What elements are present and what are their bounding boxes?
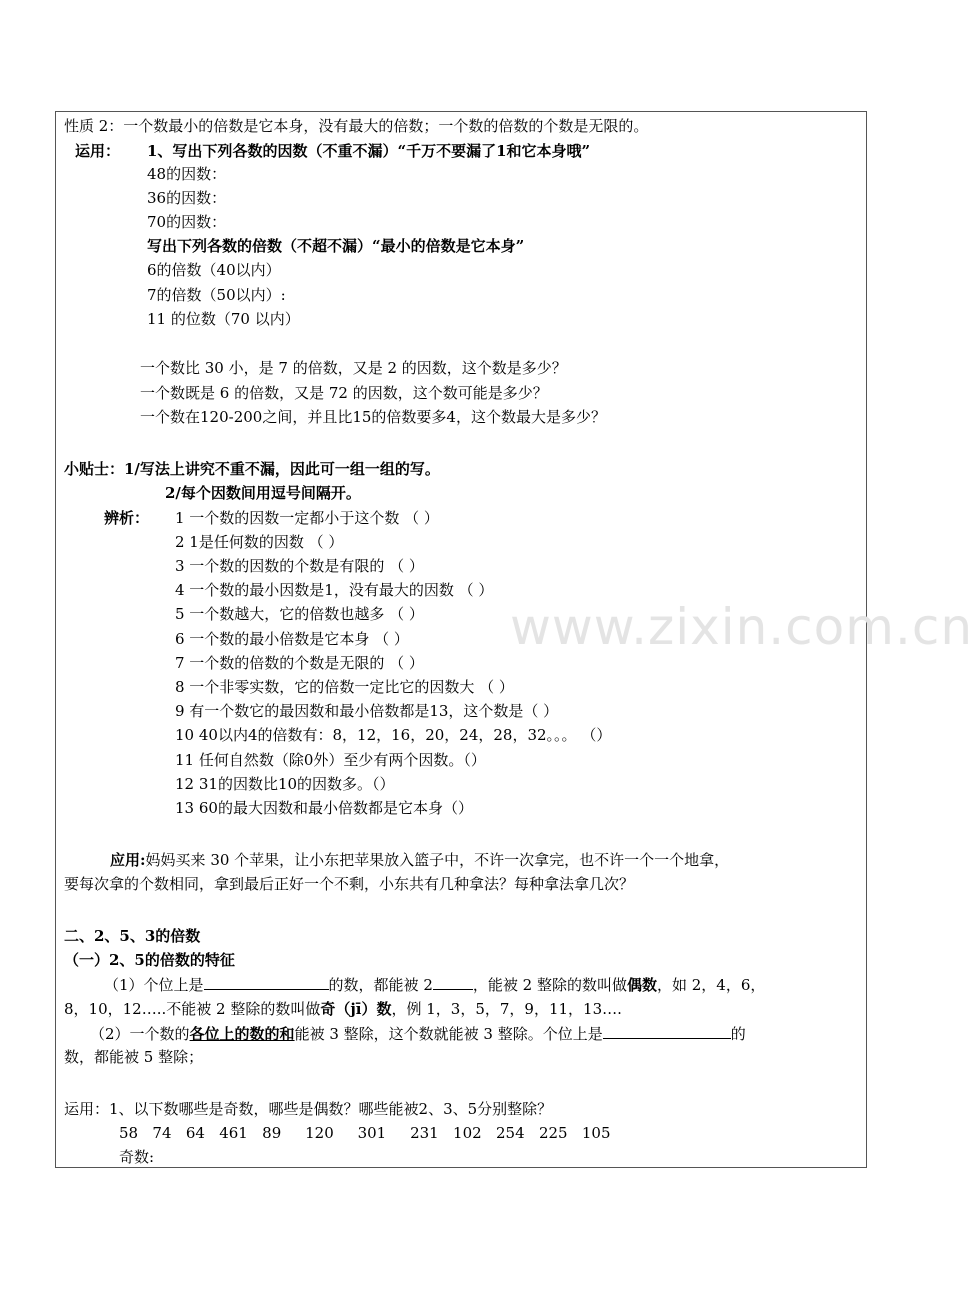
tip-line-1: 小贴士：1/写法上讲究不重不漏，因此可一组一组的写。 <box>64 460 440 478</box>
rule-3-text-a: （2）一个数的 <box>90 1025 190 1043</box>
digit-sum-term: 各位上的数的和 <box>189 1025 295 1043</box>
multiples-of-7: 7的倍数（50以内）: <box>147 286 286 304</box>
judge-item: 4 一个数的最小因数是1，没有最大的因数 （ ） <box>175 581 494 599</box>
judge-item: 10 40以内4的倍数有：8，12，16，20，24，28，32。。。 （） <box>175 726 612 744</box>
judge-item: 2 1是任何数的因数 （ ） <box>175 533 344 551</box>
rule-line-2 <box>64 998 622 1020</box>
judge-item: 12 31的因数比10的因数多。（） <box>175 775 395 793</box>
rule-2-text-c: ，例 1，3，5，7，9，11，13…. <box>391 1000 622 1018</box>
judge-item: 5 一个数越大，它的倍数也越多 （ ） <box>175 605 424 623</box>
number-item: 461 <box>219 1124 248 1142</box>
part2-subtitle: （一）2、5的倍数的特征 <box>64 951 235 969</box>
application-label: 应用: <box>110 851 146 869</box>
even-number-term: 偶数 <box>626 976 657 994</box>
rule-line-4: 数，都能被 5 整除； <box>64 1048 204 1066</box>
word-problem-3: 一个数在120-200之间，并且比15的倍数要多4，这个数最大是多少？ <box>140 408 606 426</box>
multiples-of-6: 6的倍数（40以内） <box>147 261 281 279</box>
part2-title: 二、2、5、3的倍数 <box>64 927 201 945</box>
application-line-1 <box>110 849 729 871</box>
number-item: 102 <box>453 1124 482 1142</box>
rule-3-text-c: 能被 3 整除，这个数就能被 3 整除。个位上是 <box>294 1025 603 1043</box>
number-item: 254 <box>495 1124 525 1142</box>
application-line-2: 要每次拿的个数相同，拿到最后正好一个不剩，小东共有几种拿法？每种拿法拿几次？ <box>64 875 635 893</box>
rule-2-text-a: 8，10，12…..不能被 2 整除的数叫做 <box>64 1000 321 1018</box>
number-item: 58 <box>119 1124 139 1142</box>
judge-item: 7 一个数的倍数的个数是无限的 （ ） <box>175 654 424 672</box>
multiple-question-title: 写出下列各数的倍数（不超不漏）“最小的倍数是它本身” <box>147 237 525 255</box>
rule-1-text-a: （1）个位上是 <box>104 976 204 994</box>
judge-item: 1 一个数的因数一定都小于这个数 （ ） <box>175 509 439 527</box>
odd-label: 奇数: <box>119 1148 155 1166</box>
property-2-text: 性质 2：一个数最小的倍数是它本身，没有最大的倍数；一个数的倍数的个数是无限的。 <box>64 117 649 135</box>
judge-item: 13 60的最大因数和最小倍数都是它本身（） <box>175 799 473 817</box>
rule-1-text-e: ，如 2，4，6， <box>656 976 766 994</box>
number-item: 105 <box>581 1124 611 1142</box>
rule-line-3 <box>90 1022 746 1045</box>
number-item: 120 <box>305 1124 334 1142</box>
word-problem-1: 一个数比 30 小，是 7 的倍数，又是 2 的因数，这个数是多少？ <box>140 359 567 377</box>
odd-number-term: 奇（jī）数 <box>320 1000 392 1018</box>
answer-blank[interactable] <box>433 973 473 990</box>
number-item: 301 <box>357 1124 387 1142</box>
factor-question-title: 1、写出下列各数的因数（不重不漏）“千万不要漏了1和它本身哦” <box>147 142 591 160</box>
watermark: www.zixin.com.cn <box>510 598 973 656</box>
judge-item: 8 一个非零实数，它的倍数一定比它的因数大 （ ） <box>175 678 514 696</box>
factors-of-70: 70的因数： <box>147 213 227 231</box>
rule-3-text-d: 的 <box>730 1025 746 1043</box>
judge-item: 6 一个数的最小倍数是它本身 （ ） <box>175 630 409 648</box>
answer-blank[interactable] <box>603 1022 731 1039</box>
apply-label: 运用： <box>75 142 121 160</box>
rule-line-1 <box>104 973 765 996</box>
multiples-of-11: 11 的位数（70 以内） <box>147 310 300 328</box>
number-list <box>119 1122 611 1144</box>
application-text-1: 妈妈买来 30 个苹果，让小东把苹果放入篮子中，不许一次拿完，也不许一个一个地拿， <box>145 851 730 869</box>
answer-blank[interactable] <box>204 973 329 990</box>
number-item: 225 <box>538 1124 568 1142</box>
number-item: 74 <box>152 1124 172 1142</box>
word-problem-2: 一个数既是 6 的倍数，又是 72 的因数，这个数可能是多少？ <box>140 384 548 402</box>
factors-of-48: 48的因数： <box>147 165 227 183</box>
judge-item: 9 有一个数它的最因数和最小倍数都是13，这个数是（ ） <box>175 702 559 720</box>
judge-item: 3 一个数的因数的个数是有限的 （ ） <box>175 557 424 575</box>
number-item: 64 <box>185 1124 205 1142</box>
apply-question: 运用：1、以下数哪些是奇数，哪些是偶数？哪些能被2、3、5分别整除？ <box>64 1100 553 1118</box>
judge-item: 11 任何自然数（除0外）至少有两个因数。（） <box>175 751 486 769</box>
judge-label: 辨析： <box>104 509 150 527</box>
factors-of-36: 36的因数： <box>147 189 227 207</box>
rule-1-text-b: 的数，都能被 2 <box>328 976 433 994</box>
tip-line-2: 2/每个因数间用逗号间隔开。 <box>165 484 361 502</box>
number-item: 231 <box>410 1124 439 1142</box>
rule-1-text-c: ，能被 2 整除的数叫做 <box>472 976 627 994</box>
number-item: 89 <box>262 1124 282 1142</box>
